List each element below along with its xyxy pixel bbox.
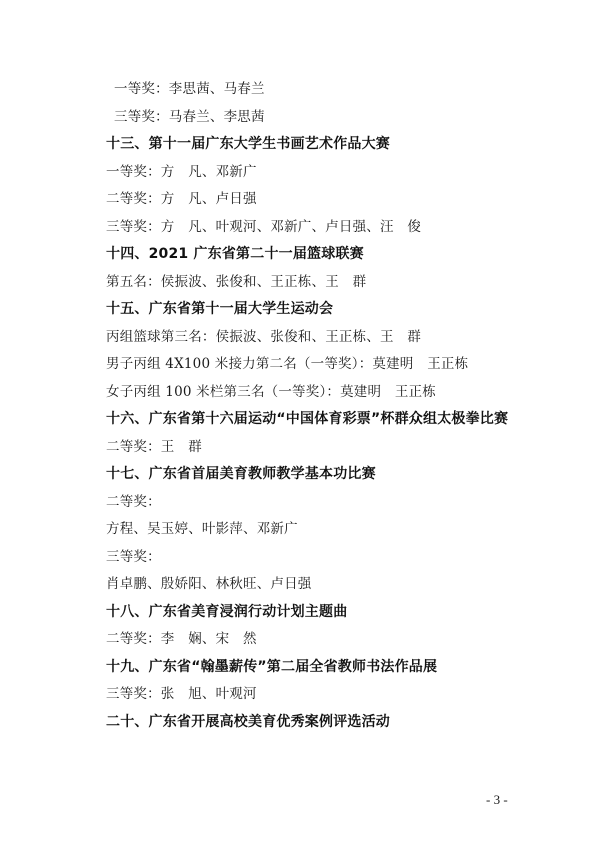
award-line: 三等奖：方 凡、叶观河、邓新广、卢日强、汪 俊 — [106, 218, 422, 235]
award-line: 二等奖：李 娴、宋 然 — [106, 631, 257, 647]
award-line: 丙组篮球第三名：侯振波、张俊和、王正栋、王 群 — [106, 328, 422, 345]
award-line: 二等奖：王 群 — [106, 438, 202, 455]
award-line: 男子丙组 4X100 米接力第二名（一等奖）：莫建明 王正栋 — [106, 356, 469, 372]
award-line: 肖卓鹏、殷娇阳、林秋旺、卢日强 — [106, 576, 312, 592]
award-line: 方程、吴玉婷、叶影萍、邓新广 — [106, 521, 298, 537]
award-line: 女子丙组 100 米栏第三名（一等奖）：莫建明 王正栋 — [106, 383, 436, 400]
award-line: 三等奖：马春兰、李思茜 — [114, 108, 265, 125]
award-line: 二等奖： — [106, 493, 161, 510]
section-heading: 十四、2021 广东省第二十一届篮球联赛 — [106, 246, 364, 262]
award-line: 一等奖：方 凡、邓新广 — [106, 163, 257, 180]
section-heading: 十三、第十一届广东大学生书画艺术作品大赛 — [106, 136, 390, 152]
award-line: 一等奖：李思茜、马春兰 — [114, 81, 265, 97]
section-heading: 二十、广东省开展高校美育优秀案例评选活动 — [106, 713, 390, 730]
award-line: 第五名：侯振波、张俊和、王正栋、王 群 — [106, 273, 367, 290]
section-heading: 十六、广东省第十六届运动“中国体育彩票”杯群众组太极拳比赛 — [106, 411, 509, 427]
section-heading: 十八、广东省美育浸润行动计划主题曲 — [106, 603, 348, 620]
award-line: 三等奖： — [106, 548, 161, 565]
section-heading: 十七、广东省首届美育教师教学基本功比赛 — [106, 466, 376, 482]
section-heading: 十九、广东省“翰墨薪传”第二届全省教师书法作品展 — [106, 658, 438, 675]
award-line: 二等奖：方 凡、卢日强 — [106, 191, 257, 207]
award-line: 三等奖：张 旭、叶观河 — [106, 686, 257, 702]
section-heading: 十五、广东省第十一届大学生运动会 — [106, 301, 334, 317]
page-number: - 3 - — [486, 792, 508, 807]
